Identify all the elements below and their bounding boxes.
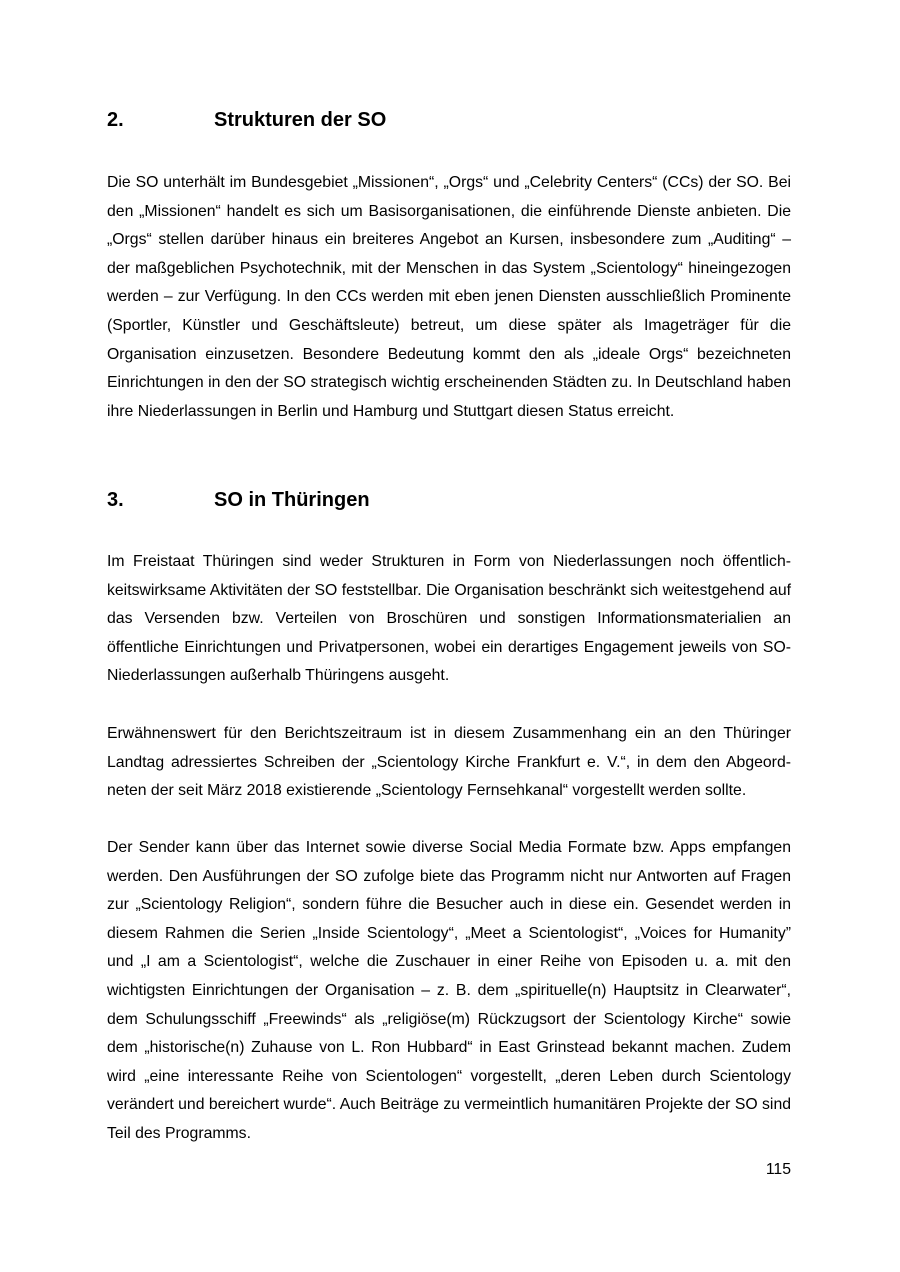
body-paragraph: Der Sender kann über das Internet sowie diverse Social Media Formate bzw. Apps empfangen werden. Den Ausführungen der SO zufolge biete das Programm nicht nur Antworten auf Fragen zur „Scientology Religion“, sondern führe die Besucher auch in diese ein. Gesendet werden in diesem Rahmen die Serien „Inside Scientology“, „Meet a Scientologist“, „Voices for Humanity” und „I am a Scientologist“, welche die Zuschauer in einer Reihe von Episoden u. a. mit den wichtigsten Einrichtungen der Organisation – z. B. dem „spirituelle(n) Hauptsitz in Clearwater“, dem Schulungsschiff „Freewinds“ als „religiöse(m) Rückzugsort der Scientology Kirche“ sowie dem „historische(n) Zuhause von L. Ron Hubbard“ in East Grinstead bekannt machen. Zudem wird „eine interessante Reihe von Scientologen“ vorgestellt, „deren Leben durch Scientology verändert und bereichert wurde“. Auch Beiträge zu vermeintlich humanitären Projekte der SO sind Teil des Programms. xyxy=(107,839,792,1142)
body-paragraph: Im Freistaat Thüringen sind weder Strukturen in Form von Niederlassungen noch öffentlichkeitswirksame Aktivitäten der SO feststellbar. Die Organisation beschränkt sich weitestgehend auf das Versenden bzw. Verteilen von Broschüren und sonstigen Informationsmaterialien an öffentliche Einrichtungen und Privatpersonen, wobei ein derartiges Engagement jeweils von SO-Niederlassungen außerhalb Thüringens ausgeht. xyxy=(107,553,791,685)
body-paragraph: Die SO unterhält im Bundesgebiet „Missionen“, „Orgs“ und „Celebrity Centers“ (CCs) der SO. Bei den „Missionen“ handelt es sich um Basisorganisationen, die einführende Dienste anbieten. Die „Orgs“ stellen darüber hinaus ein breiteres Angebot an Kursen, insbesondere zum „Auditing“ – der maßgeblichen Psychotechnik, mit der Menschen in das System „Scientology“ hineingezogen werden – zur Verfügung. In den CCs werden mit eben jenen Diensten ausschließlich Prominente (Sportler, Künstler und Geschäftsleute) betreut, um diese später als Imageträger für die Organisation einzusetzen. Besondere Bedeutung kommt den als „ideale Orgs“ bezeichneten Einrichtungen in den der SO strategisch wichtig erscheinenden Städten zu. In Deutschland haben ihre Niederlassungen in Berlin und Hamburg und Stuttgart diesen Status erreicht. xyxy=(107,174,791,420)
section-title: SO in Thüringen xyxy=(214,489,370,511)
section-number: 3. xyxy=(107,489,124,511)
page-number: 115 xyxy=(765,1161,791,1178)
section-title: Strukturen der SO xyxy=(214,109,387,131)
body-paragraph: Erwähnenswert für den Berichtszeitraum ist in diesem Zusammenhang ein an den Thüringer Landtag adressiertes Schreiben der „Scientology Kirche Frankfurt e. V.“, in dem den Abgeordneten der seit März 2018 existierende „Scientology Fernsehkanal“ vorgestellt werden sollte. xyxy=(107,725,791,800)
section-number: 2. xyxy=(107,109,124,131)
